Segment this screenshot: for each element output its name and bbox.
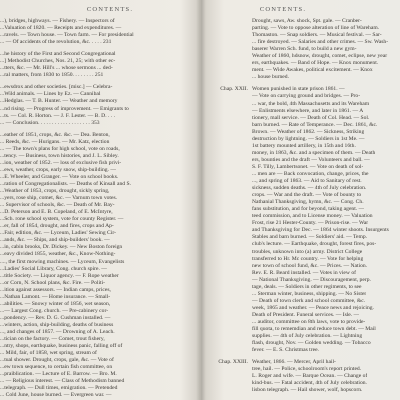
contents-line: ers, earthquakes. — Band of Hope. — Knox monument. (252, 60, 379, 67)
chapter-line (208, 312, 398, 319)
chapter-line (208, 150, 398, 157)
chapter-text: Nathanial Thanksgiving, hymn, &c. — Cong. Ch. (252, 199, 364, 206)
contents-line: ... Reeds, &c. — Hurigans. — Mr. Katz, election (0, 138, 110, 145)
chapter-text: club's lecture. — Earthquake, drought, forest fires, pos- (252, 241, 377, 248)
chapter-line (208, 347, 398, 354)
chapter-line (208, 206, 398, 213)
chapter-label-spacer (208, 340, 252, 347)
chapter-line (208, 291, 398, 298)
chapter-text: 1st battery mounted artillery, in 15th and 16th. (252, 142, 356, 149)
chapter-text: crops. — War and the draft. — Vote of bounty to (252, 192, 362, 199)
contents-line: ...ews, weather, crops, early snow, ship-building. — (0, 166, 116, 173)
chapter-line (208, 178, 398, 185)
contents-line: ... Supervisor of schools, &c. — Death of Mr. Bay- (0, 202, 115, 209)
chapter-text: — Vote on carrying ground and bridges. — Pro- (252, 93, 361, 100)
chapter-line (208, 380, 398, 387)
chapter-label-spacer (208, 263, 252, 270)
chapter-label: Chap. XXIII. (218, 359, 248, 366)
contents-line: ..., and changes of 1857. — Drowning of A. Leach. (0, 328, 115, 335)
right-page (202, 0, 400, 400)
chapter-text: barn burned. — Rate of Temperance. — Dec. 1861, &c. (252, 121, 378, 128)
chapter-line (208, 185, 398, 192)
chapter-line (208, 108, 398, 115)
chapter-text: Death of President. Funeral services. — Isle. — (252, 311, 360, 318)
contents-line: ...Hedglas. — T. B. Hunter. — Weather and memory (0, 98, 118, 105)
contents-line: ...eavy divided 1855, weather, &c., Know-Nothing- (0, 251, 116, 258)
contents-line: ...., the first mowing machines. — Lyceum, Evangelists (0, 258, 125, 265)
chapter-text: tionery, mall service. — Death of Col. Head. — Sol. (252, 114, 370, 121)
chapter-line (208, 157, 398, 164)
chapter-label-spacer (208, 227, 252, 234)
contents-line: ...nd rising. — Progress of improvement. — Emigrants to (0, 105, 129, 112)
chapter-label-spacer (208, 220, 252, 227)
right-page-chapters (208, 81, 398, 394)
contents-line: ...eather of 1851, crops, &c. &c. — Dea. Benton, (0, 131, 110, 138)
chapter-entry (208, 359, 398, 394)
chapter-entry (208, 86, 398, 354)
chapter-label-spacer (208, 366, 252, 373)
chapter-label-spacer (208, 277, 252, 284)
chapter-text: fever. — E. S. Christmas tree. (252, 347, 319, 354)
chapter-line (208, 263, 398, 270)
chapter-text: tage, deals. — Soldiers in other regiments, to see (252, 283, 362, 290)
chapter-text: — Enlistments elsewhere, and later in 1861. — A (252, 107, 364, 114)
chapter-line (208, 277, 398, 284)
left-page (0, 0, 198, 400)
chapter-label-spacer (208, 164, 252, 171)
chapter-label-spacer (208, 387, 252, 394)
contents-line: ...ravels. — Town house. — Town farm. — For presidential (0, 32, 134, 39)
contents-line: ...tician on the factory. — Comet, trout fishery, (0, 336, 105, 343)
chapter-text: lisbon telegraph. — Hail shower, wolf, hopscorn. (252, 387, 363, 394)
chapter-line (208, 129, 398, 136)
chapter-text: L. Roger and wife. — Barque Ocean. — Change of (252, 373, 368, 380)
chapter-text: Women punished in state prison 1861. — (252, 86, 345, 93)
contents-line: ...Sch. rone school system, vote for county Register. — (0, 216, 124, 223)
chapter-text: Brown. — Weather of 1862. — Sickness, Striking (252, 128, 365, 135)
chapter-text: Stables and barn burned. — Soldiers' aid. — Temp. (252, 234, 368, 241)
chapter-label-spacer (208, 270, 252, 277)
chapter-line (208, 199, 398, 206)
chapter-line (208, 234, 398, 241)
chapter-label-spacer (208, 347, 252, 354)
chapter-line (208, 319, 398, 326)
chapter-label-spacer (208, 284, 252, 291)
chapter-text: teed commission, and to License money. — Valuation (252, 213, 373, 220)
chapter-text: ... Sterman winter, business, shipping. — No Sister (252, 290, 367, 297)
chapter-label-spacer (208, 213, 252, 220)
chapter-text: and Thanksgiving for Dec. — 1864 winter shoots. Insurgents (252, 227, 389, 234)
chapter-line (208, 326, 398, 333)
contents-line: ...Ladies' Social Library, Cong. church spire. — (0, 265, 107, 272)
chapter-label-spacer (208, 185, 252, 192)
chapter-line (208, 284, 398, 291)
contents-line: ...), bridges, highways. — Fishery. — Inspectors of (0, 18, 115, 24)
chapter-label-spacer (208, 326, 252, 333)
contents-line: ...or Corn, N. School plans, &c. Fire. — Politi- (0, 279, 106, 286)
chapter-label-spacer (208, 178, 252, 185)
contents-line: ...praiblication. — Lecture of E. Barrow. — Bro. M. (0, 371, 117, 378)
chapter-text: — National Thanksgiving. — Discouragement, perp. (252, 276, 371, 283)
contents-line: ...] Methodist Churches, Nos. 21, 25; with other ec- (0, 58, 116, 65)
chapter-line (208, 256, 398, 263)
chapter-text: flash, drought, Nov. — Golden wedding. — Tobacco (252, 340, 371, 347)
chapter-label-spacer (208, 199, 252, 206)
chapter-label-spacer (208, 157, 252, 164)
contents-line: ...Weather of 1853, crops, drought, sickly spring, (0, 188, 110, 195)
chapter-line (208, 101, 398, 108)
chapter-label-spacer (208, 136, 252, 143)
chapter-text: money, in 1863, &c. and a specimen of them. — Death (252, 149, 376, 156)
chapter-line (208, 164, 398, 171)
chapter-line (208, 387, 398, 394)
contents-line: ...Fair, edition, &c. — Lyceum, Ladies' Sewing Cir- (0, 230, 116, 237)
chapter-label-spacer (208, 256, 252, 263)
contents-line: ...tters, &c. — Mr. Hill's ... whose sermons ... ded- (0, 65, 113, 72)
contents-line: ... fire destroyed. — Salaries and other crimes. — Sw. Wash- (252, 39, 389, 46)
chapter-line (208, 143, 398, 150)
chapter-text: ..., and spring of 1863. — Aid to Sanitary of rest. (252, 178, 362, 185)
contents-line: ...in, cabin brooks, Dr. Dickey. — New Boston foreign (0, 244, 123, 251)
contents-line: ...Wild animals. — Lines by Ez. — Cannibal (0, 91, 101, 98)
contents-line: Weather of 1860, hdsnow, drought, comet, eclipse, new year (252, 53, 388, 60)
chapter-line (208, 333, 398, 340)
left-page-body (0, 18, 190, 399)
chapter-text: ers, bounties and the draft — Volunteers and ball. — (252, 156, 370, 163)
chapter-label-spacer (208, 206, 252, 213)
chapter-text: S. F. Tilly, Lambertsonet. — Vote on death of sol- (252, 163, 364, 170)
chapter-text: ... auditor, committee on 8th laws, vote to provide- (252, 318, 366, 325)
contents-line: ...ewsdrox and other societies. [misc.] — Celebra- (0, 84, 113, 91)
chapter-text: ... men are — Back convocation, change, prices, the (252, 170, 369, 177)
chapter-text: sickness, sudden deaths. — 4th of July celebration. (252, 185, 367, 192)
chapter-text: new town of school fund, &c. — Prices. — Nation. (252, 262, 368, 269)
contents-line: Thomaston. — Snap soldiers. — Musical festival. — Sar- (252, 32, 382, 39)
contents-line: ...ands, &c. — Ships, and ship-builders' book. — (0, 237, 110, 244)
left-page-header: CONTENTS. (86, 6, 134, 13)
contents-line: parting. — Vote to oppose alteration of line of Wareham. (252, 25, 380, 32)
contents-line: ...ntry, shops, earthquake, business panic, falling off of (0, 343, 123, 350)
chapter-line (208, 122, 398, 129)
chapter-text: — Death of town clerk and school committee, &c. (252, 297, 366, 304)
contents-line: ...ion, weather of 1852. — loss of exclusive fish privi- (0, 159, 122, 166)
contents-line: ... house burned. (252, 74, 289, 81)
chapter-line (208, 340, 398, 347)
chapter-text: fill quota, to rememdian and reduce town debt. — Mail (252, 326, 376, 333)
chapter-label-spacer (208, 101, 252, 108)
chapter-label-spacer (208, 122, 252, 129)
chapter-label-spacer (208, 171, 252, 178)
chapter-label-spacer (208, 291, 252, 298)
chapter-line (208, 366, 398, 373)
contents-line: ...ration of Congregationalists. — Deaths of Kinsall and S. (0, 180, 131, 187)
chapter-text: Frost, rise 21 Hester-County. — Prison-rise. — War (252, 220, 369, 227)
chapter-line (208, 220, 398, 227)
contents-line: ... Cold June, house burned. — Evergreen war. — (0, 392, 112, 399)
chapter-text: Rev. E. R. Beard installed. — Votes in view of (252, 269, 356, 276)
right-page-body (208, 18, 398, 81)
contents-line: ... — Of accidents of the revolution, &c. . . . . 231 (0, 39, 112, 46)
chapter-text: Weather, 1866. — Mercer, April hail- (252, 359, 336, 366)
contents-line: ...pondency. — Rev. D. G. Cushman installed. — (0, 314, 111, 321)
chapter-label-spacer (208, 312, 252, 319)
chapter-line (208, 298, 398, 305)
chapter-line (208, 136, 398, 143)
chapter-label-spacer (208, 192, 252, 199)
chapter-label-spacer (208, 115, 252, 122)
contents-line: ...D. Peterson and E. B. Copeland, of E. McIntyre, (0, 209, 113, 216)
contents-line: ...winters, action, ship-building, deaths of business (0, 321, 114, 328)
chapter-label-spacer (208, 150, 252, 157)
chapter-text: destruction by lightning. — Soldiers in 1st Me. — (252, 135, 365, 142)
chapter-line (208, 171, 398, 178)
chapter-label-spacer (208, 143, 252, 150)
chapter-line (208, 241, 398, 248)
chapter-label-spacer (208, 305, 252, 312)
contents-line: ment. — Wide Awakes, political excitement. — Knox (252, 67, 373, 74)
chapter-line (208, 93, 398, 100)
chapter-label-spacer (208, 249, 252, 256)
contents-line: baserer Warren Sch. fund, to build a new gym- (252, 46, 357, 53)
chapter-line (208, 213, 398, 220)
chapter-line (208, 373, 398, 380)
contents-line: ...er, fall of 1854, drought, and fires, crops and Ap- (0, 223, 114, 230)
chapter-text: fans substitution, and for beyond, taking agent. — (252, 206, 365, 213)
chapter-line (208, 227, 398, 234)
chapter-line (208, 249, 398, 256)
contents-line: ...tual shower. Drought, crops, gale, &c. — Vote of (0, 357, 114, 364)
contents-line: ...— Largest Cong. church. — Pre-cabinery cor- (0, 307, 109, 314)
contents-line: ... — The town's plans for high school, vote on roads, (0, 145, 120, 152)
contents-line: Drought, saws, Aw. shock, Spt. gale. — Cranber- (252, 18, 362, 24)
contents-line: ... Mild, fair, of 1858, wet spring, stream of (0, 350, 97, 357)
right-page-header: CONTENTS. (259, 6, 307, 13)
contents-line: ...ts. — Col. R. Horton. — J. F. Lester. — B. D. . . . (0, 112, 116, 119)
chapter-text: tree, hail. — Police, schoolroom's report printed. (252, 366, 362, 373)
contents-line: ...E. Wheeler, and Granger. — Vote on school books. (0, 173, 119, 180)
chapter-text: troubles, unknown into (a) army. District College (252, 248, 363, 255)
contents-line: ...telegraph. — Dull times, emigration. — Pretended (0, 385, 118, 392)
chapter-line (208, 270, 398, 277)
contents-line: ...ew town sequence, to certain fish committee, on (0, 364, 113, 371)
chapter-label-spacer (208, 234, 252, 241)
chapter-text: transferred to Hr. Mc country. — Vote for helping (252, 255, 364, 262)
contents-line: ...yers, rose ship, comet, &c. — Varnum town votes. (0, 195, 118, 202)
chapter-label: Chap. XXII. (220, 86, 248, 93)
contents-line: ...he history of the First and Second Congregational (0, 51, 116, 58)
contents-line: ...ition against assessors. — Indian camps, prices, (0, 286, 111, 293)
contents-line: ...abilities. — Snowy winter of 1856, wet season, (0, 300, 111, 307)
chapter-text: week, 1865 and weather. — Peace news and rejoicing. (252, 304, 374, 311)
chapter-label-spacer (208, 380, 252, 387)
chapter-line (208, 115, 398, 122)
contents-line: ...Valuation of 1820. — Receipts and expenditures. — (0, 25, 122, 32)
contents-line: ...ral matters, from 1830 to 1850. . . . . . . . 251 (0, 72, 104, 79)
chapter-line (208, 359, 398, 366)
chapter-text: supplies. — 4th of July celebration. — Lightning (252, 333, 363, 340)
contents-line: ...Nathan Lamont. — Home insurance. — Small- (0, 293, 111, 300)
chapter-label-spacer (208, 333, 252, 340)
contents-line: ...title Society. — Liquor agency. — F. Rope weather (0, 272, 119, 279)
contents-line: ... — Religious interest. — Class of Methodism banned (0, 378, 125, 385)
chapter-line (208, 192, 398, 199)
chapter-label-spacer (208, 241, 252, 248)
chapter-label-spacer (208, 298, 252, 305)
chapter-label-spacer (208, 93, 252, 100)
chapter-line (208, 86, 398, 93)
chapter-line (208, 305, 398, 312)
chapter-label-spacer (208, 129, 252, 136)
chapter-label-spacer (208, 373, 252, 380)
chapter-text: ... war, the bold, 4th Massachusetts and its Wareham (252, 100, 370, 107)
chapter-label-spacer (208, 319, 252, 326)
chapter-text: kind-bus. — Fatal accident, 4th of July celebration. (252, 380, 367, 387)
contents-line: ... — Conclusion. . . . . . . . . . . . . . . . . . . 353 (0, 119, 100, 126)
contents-line: ...tency. — Business, town histories, and J. L. Sibley. (0, 152, 119, 159)
chapter-label-spacer (208, 108, 252, 115)
